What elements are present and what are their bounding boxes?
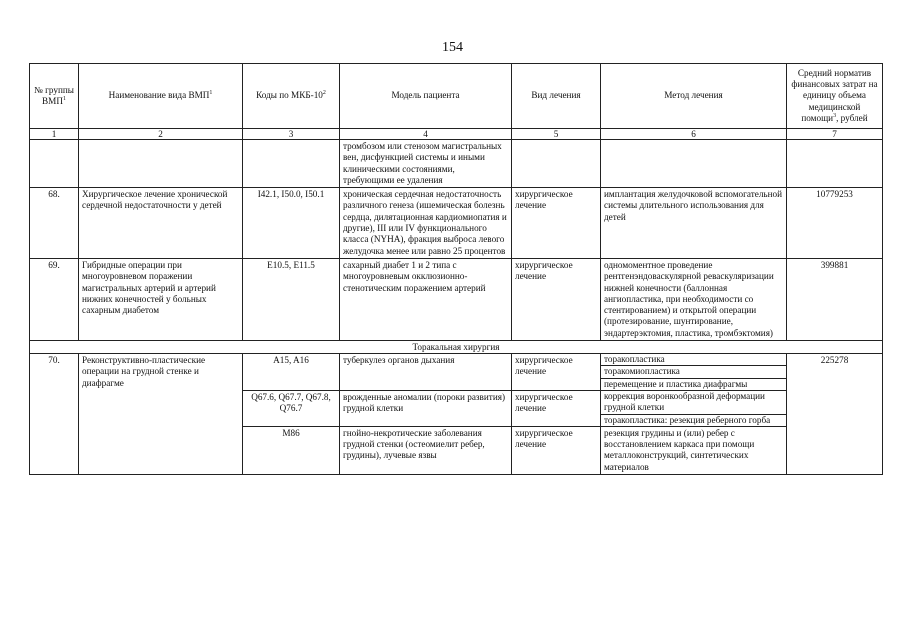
col-number: 6 (601, 129, 787, 140)
section-row (30, 341, 883, 354)
table-row-69 (30, 258, 883, 340)
section-title: Торакальная хирургия (30, 341, 883, 354)
group-number-cell: 69. (30, 258, 79, 340)
patient-model-cell: туберкулез органов дыхания (340, 354, 512, 391)
patient-model-cell: хроническая сердечная недостаточность различного генеза (ишемическая болезнь сердца, дилятационная кардиомиопатия и другие), III или IV функционального класса (NYHA), фракция выброса левого желудочка менее или равно 25 процентов (340, 188, 512, 259)
header-treatment-method: Метод лечения (601, 64, 787, 129)
method-item: торакопластика (601, 354, 786, 366)
cost-cell: 399881 (787, 258, 883, 340)
vmp-name-cell: Гибридные операции при многоуровневом поражении магистральных артерий и артерий нижних конечностей у больных сахарным диабетом (79, 258, 243, 340)
header-treatment-type: Вид лечения (512, 64, 601, 129)
icd-codes-cell: Q67.6, Q67.7, Q67.8, Q76.7 (243, 390, 340, 426)
header-vmp-name: Наименование вида ВМП$^1$ (79, 64, 243, 129)
treatment-method-cell: резекция грудины и (или) ребер с восстановлением каркаса при помощи металлоконструкций, синтетических материалов (601, 426, 787, 474)
page-number: 154 (442, 40, 463, 55)
vmp-name-cell: Реконструктивно-пластические операции на грудной стенке и диафрагме (79, 354, 243, 475)
header-group-number: № группы ВМП$^1$ (30, 64, 79, 129)
table-row-68 (30, 188, 883, 259)
header-patient-model: Модель пациента (340, 64, 512, 129)
header-row (30, 64, 883, 129)
col-number: 5 (512, 129, 601, 140)
header-icd-codes: Коды по МКБ-$10^2$ (243, 64, 340, 129)
group-number-cell: 68. (30, 188, 79, 259)
treatment-type-cell: хирургическое лечение (512, 258, 601, 340)
patient-model-cell: врожденные аномалии (пороки развития) грудной клетки (340, 390, 512, 426)
cost-cell: 10779253 (787, 188, 883, 259)
treatment-type-cell: хирургическое лечение (512, 188, 601, 259)
col-number: 7 (787, 129, 883, 140)
treatment-method-cell: одномоментное проведение рентгенэндоваскулярной реваскуляризации нижней конечности (баллонная ангиопластика, при необходимости со стентированием) и открытой операции (протезирование, шунтирование, эндартерэктомия, пластика, тромбэктомия) (601, 258, 787, 340)
treatment-method-cell (601, 390, 787, 426)
patient-model-cell: гнойно-некротические заболевания грудной стенки (остеомиелит ребер, грудины), лучевые язвы (340, 426, 512, 474)
continuation-row (30, 140, 883, 188)
table-row-70 (30, 354, 883, 391)
vmp-table (29, 63, 883, 475)
icd-codes-cell: I42.1, I50.0, I50.1 (243, 188, 340, 259)
col-number: 1 (30, 129, 79, 140)
patient-model-cell: сахарный диабет 1 и 2 типа с многоуровневым окклюзионно-стенотическим поражением артерий (340, 258, 512, 340)
method-item: перемещение и пластика диафрагмы (604, 378, 748, 389)
treatment-type-cell: хирургическое лечение (512, 426, 601, 474)
treatment-method-cell: имплантация желудочковой вспомогательной системы длительного использования для детей (601, 188, 787, 259)
column-number-row (30, 129, 883, 140)
cost-cell: 225278 (787, 354, 883, 475)
treatment-type-cell: хирургическое лечение (512, 390, 601, 426)
icd-codes-cell: A15, A16 (243, 354, 340, 391)
vmp-name-cell: Хирургическое лечение хронической сердечной недостаточности у детей (79, 188, 243, 259)
col-number: 2 (79, 129, 243, 140)
patient-model-cell: тромбозом или стенозом магистральных вен, дисфункцией системы и иными клиническими состояниями, требующими ее удаления (340, 140, 512, 188)
method-item: коррекция воронкообразной деформации грудной клетки (601, 391, 786, 415)
header-cost-norm: Средний норматив финансовых затрат на единицу объема медицинской помощи$^3$, рублей (787, 64, 883, 129)
treatment-type-cell: хирургическое лечение (512, 354, 601, 391)
icd-codes-cell: E10.5, E11.5 (243, 258, 340, 340)
group-number-cell: 70. (30, 354, 79, 475)
col-number: 3 (243, 129, 340, 140)
icd-codes-cell: M86 (243, 426, 340, 474)
col-number: 4 (340, 129, 512, 140)
method-item: торакомиопластика (601, 366, 786, 378)
method-item: торакопластика: резекция реберного горба (604, 414, 771, 425)
treatment-method-cell (601, 354, 787, 391)
